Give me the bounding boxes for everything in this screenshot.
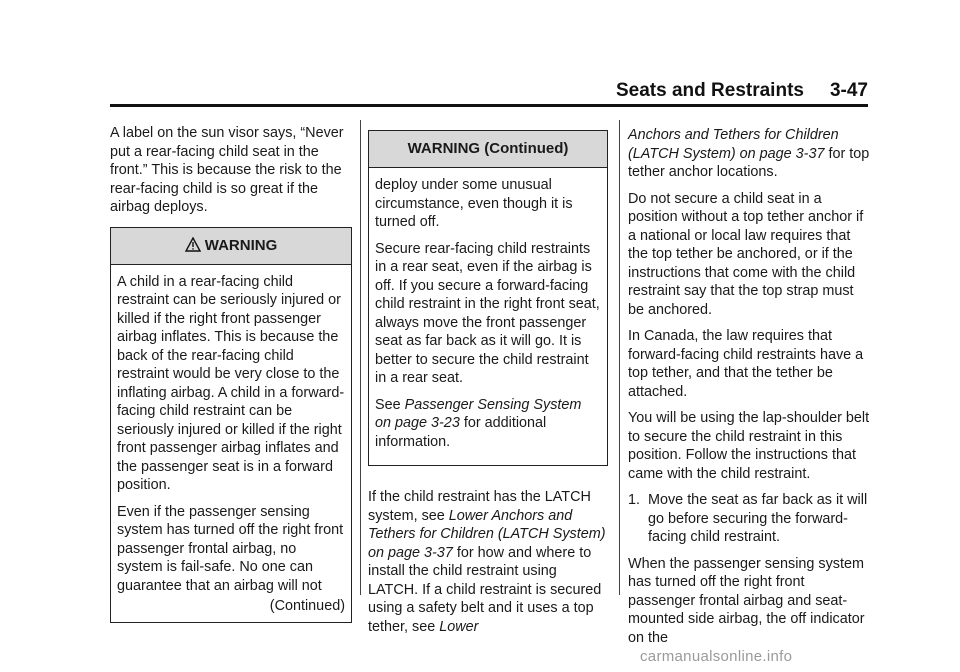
tether-text: for top tether anchor locations.	[628, 145, 870, 180]
continued-label: (Continued)	[269, 598, 345, 614]
section-title: Seats and Restraints	[616, 80, 804, 101]
text-info: for additional information.	[375, 415, 547, 450]
warning-box-body	[111, 265, 351, 622]
lap-shoulder-paragraph: You will be using the lap-shoulder belt to secure the child restraint in this position. Follow the instructions that came with the child restraint.	[628, 410, 870, 482]
latch-text-post: for how and where to install the child restraint using LATCH. If a child restraint is secured using a safety belt and it uses a top tether, see	[368, 544, 602, 635]
tether-paragraph	[628, 126, 870, 182]
watermark: carmanualsonline.info	[640, 648, 793, 665]
step-1	[628, 491, 870, 547]
intro-paragraph: A label on the sun visor says, “Never put a rear-facing child seat in the front.” This is because the risk to the rear-facing child is so great if the airbag deploys.	[110, 125, 344, 215]
warning-continued-header: WARNING (Continued)	[369, 131, 607, 168]
warning-continued-paragraph-1: deploy under some unusual circumstance, even though it is turned off.	[375, 177, 573, 230]
warning-continued-body	[369, 168, 607, 465]
warning-title: WARNING	[204, 236, 278, 254]
column-3	[628, 126, 870, 655]
text-see: See	[375, 396, 405, 413]
column-divider-1	[360, 120, 361, 595]
page-header	[610, 80, 868, 102]
warning-paragraph-2: Even if the passenger sensing system has turned off the right front passenger frontal airbag, no system is fail-safe. No one can guarantee that an airbag will not	[117, 503, 344, 594]
column-1	[110, 124, 352, 623]
page-number: 3-47	[829, 80, 868, 101]
step-text: Move the seat as far back as it will go before securing the forward-facing child restraint.	[648, 492, 868, 545]
header-rule	[110, 104, 868, 107]
tether-cross-reference-link[interactable]: Anchors and Tethers for Children (LATCH System) on page 3-37	[628, 127, 839, 162]
lower-anchors-link[interactable]: Lower	[439, 618, 479, 635]
anchor-paragraph: Do not secure a child seat in a position without a top tether anchor if a national or local law requires that the top tether be anchored, or if the instructions that come with the child restraint say that the top strap must be anchored.	[628, 190, 864, 318]
step-number: 1.	[628, 492, 641, 508]
latch-cross-reference-link[interactable]: Lower Anchors and Tethers for Children (LATCH System) on page 3-37	[368, 507, 606, 561]
canada-paragraph: In Canada, the law requires that forward-facing child restraints have a top tether, and that the tether be attached.	[628, 328, 864, 400]
warning-triangle-icon	[185, 230, 201, 266]
warning-continued-paragraph-2: Secure rear-facing child restraints in a rear seat, even if the airbag is off. If you secure a forward-facing child restraint in the right front seat, always move the front passenger seat as far back as it will go. It is better to secure the child restraint in a rear seat.	[375, 240, 600, 386]
warning-continued-paragraph-3	[375, 396, 601, 452]
cross-reference-link[interactable]: Passenger Sensing System on page 3-23	[375, 396, 582, 431]
column-2	[368, 130, 608, 644]
latch-paragraph	[368, 488, 608, 636]
warning-box-header	[111, 228, 351, 265]
warning-continued-box	[368, 130, 608, 466]
warning-box	[110, 227, 352, 623]
column-divider-2	[619, 120, 620, 595]
latch-text-pre: If the child restraint has the LATCH system, see	[368, 489, 591, 524]
warning-paragraph-1: A child in a rear-facing child restraint can be seriously injured or killed if the right front passenger airbag inflates. This is because the back of the rear-facing child restraint would be very close to the inflating airbag. A child in a forward-facing child restraint can be seriously injured or killed if the right front passenger airbag inflates and the passenger seat is in a forward position.	[117, 273, 345, 493]
step-1-note: When the passenger sensing system has turned off the right front passenger frontal airbag and seat-mounted side airbag, the off indicator on the	[628, 555, 865, 646]
